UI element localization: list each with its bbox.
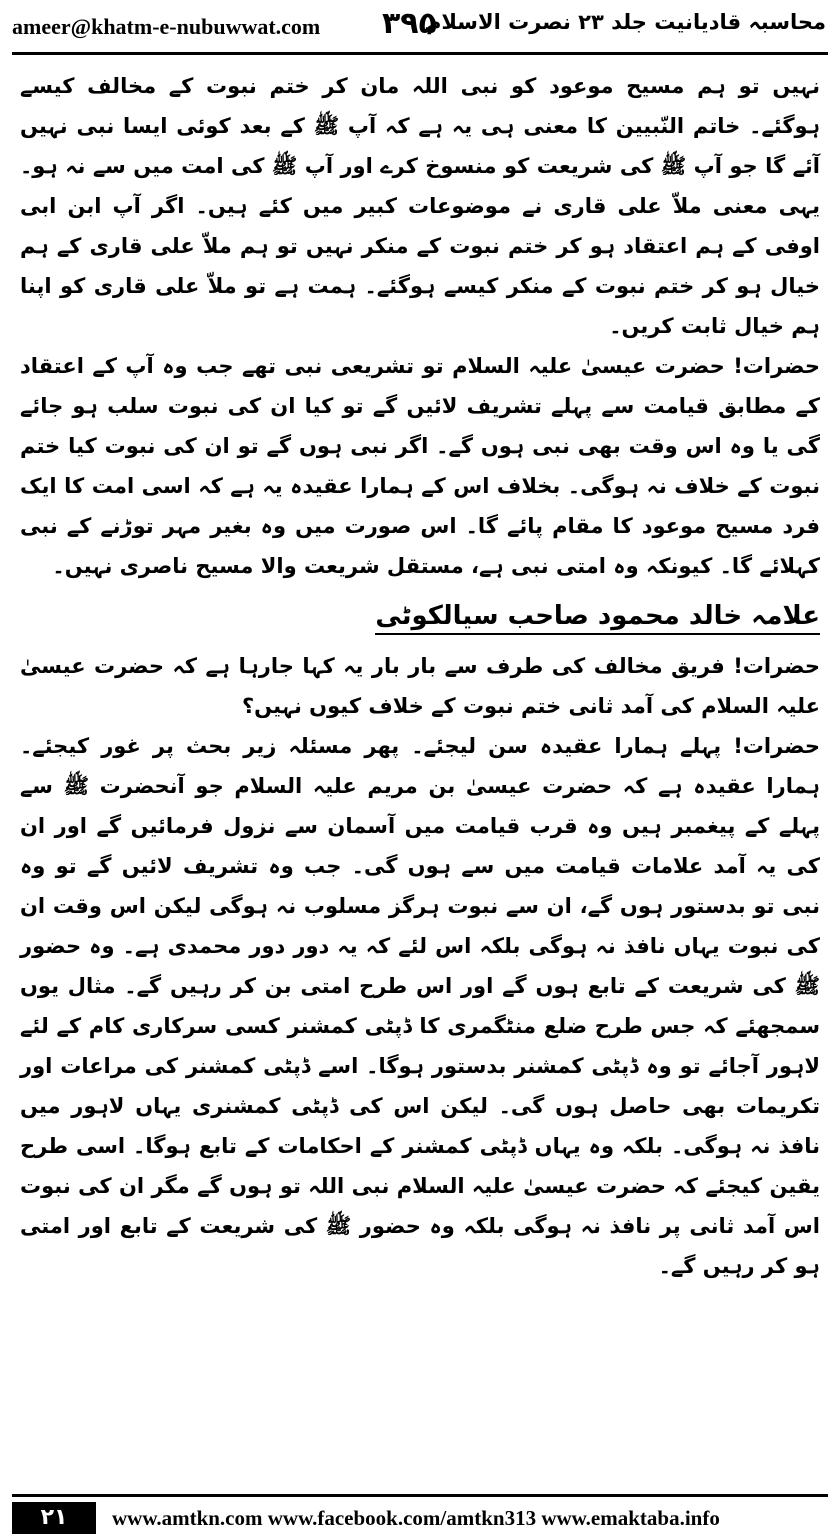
section-heading bbox=[20, 592, 820, 640]
paragraph: حضرات! فریق مخالف کی طرف سے بار بار یہ کہا جارہا ہے کہ حضرت عیسیٰ علیہ السلام کی آمد ثانی ختم نبوت کے خلاف کیوں نہیں؟ bbox=[20, 654, 820, 718]
footer-page-number: ۲۱ bbox=[12, 1502, 96, 1534]
footer-divider bbox=[12, 1494, 828, 1497]
page-footer bbox=[0, 1494, 840, 1540]
header-email[interactable]: ameer@khatm-e-nubuwwat.com bbox=[12, 14, 321, 39]
paragraph: حضرات! پہلے ہمارا عقیدہ سن لیجئے۔ پھر مسئلہ زیر بحث پر غور کیجئے۔ ہمارا عقیدہ ہے کہ حضرت عیسیٰ بن مریم علیہ السلام جو آنحضرت ﷺ سے پہلے کے پیغمبر ہیں وہ قرب قیامت میں آسمان سے نزول فرمائیں گے اور ان کی یہ آمد علامات قیامت میں سے ہوں گی۔ جب وہ تشریف لائیں گے تو وہ نبی تو بدستور ہوں گے، ان سے نبوت ہرگز مسلوب نہ ہوگی لیکن اس وقت ان کی نبوت یہاں نافذ نہ ہوگی بلکہ اس لئے کہ یہ دور دور محمدی ہے۔ وہ حضور ﷺ کی شریعت کے تابع ہوں گے اور اس طرح امتی بن کر رہیں گے۔ مثال یوں سمجھئے کہ جس طرح ضلع منٹگمری کا ڈپٹی کمشنر کسی سرکاری کام کے لئے لاہور آجائے تو وہ ڈپٹی کمشنر بدستور ہوگا۔ اسے ڈپٹی کمشنر کی مراعات اور تکریمات بھی حاصل ہوں گی۔ لیکن اس کی ڈپٹی کمشنری یہاں لاہور میں نافذ نہ ہوگی۔ بلکہ وہ یہاں ڈپٹی کمشنر کے احکامات کے تابع ہوگا۔ اسی طرح یقین کیجئے کہ حضرت عیسیٰ علیہ السلام نبی اللہ تو ہوں گے مگر ان کی نبوت اس آمد ثانی پر نافذ نہ ہوگی بلکہ وہ حضور ﷺ کی شریعت کے تابع اور امتی ہو کر رہیں گے۔ bbox=[20, 734, 820, 1278]
page-header bbox=[0, 0, 840, 52]
header-divider bbox=[12, 52, 828, 55]
paragraph: نہیں تو ہم مسیح موعود کو نبی اللہ مان کر ختم نبوت کے مخالف کیسے ہوگئے۔ خاتم النّبیین کا معنی ہی یہ ہے کہ آپ ﷺ کے بعد کوئی ایسا نبی نہیں آئے گا جو آپ ﷺ کی شریعت کو منسوخ کرے اور آپ ﷺ کی امت میں سے نہ ہو۔ یہی معنی ملاّ علی قاری نے موضوعات کبیر میں کئے ہیں۔ اگر آپ ابن ابی اوفی کے ہم اعتقاد ہو کر ختم نبوت کے منکر نہیں تو ہم ملاّ علی قاری کے ہم خیال ہو کر ختم نبوت کے منکر کیسے ہوگئے۔ ہمت ہے تو ملاّ علی قاری کو اپنا ہم خیال ثابت کریں۔ bbox=[20, 74, 820, 338]
section-heading-text: علامہ خالد محمود صاحب سیالکوٹی bbox=[375, 601, 820, 635]
page-content bbox=[20, 66, 820, 1286]
footer-links[interactable]: www.amtkn.com www.facebook.com/amtkn313 www.emaktaba.info bbox=[112, 1506, 720, 1530]
header-book-title: محاسبہ قادیانیت جلد ۲۳ نصرت الاسلام bbox=[425, 10, 826, 34]
header-page-number: ۳۹۵ bbox=[382, 6, 437, 41]
paragraph: حضرات! حضرت عیسیٰ علیہ السلام تو تشریعی نبی تھے جب وہ آپ کے اعتقاد کے مطابق قیامت سے پہلے تشریف لائیں گے تو کیا ان کی نبوت سلب ہو جائے گی یا وہ اس وقت بھی نبی ہوں گے۔ اگر نبی ہوں گے تو ان کی نبوت کیا ختم نبوت کے خلاف نہ ہوگی۔ بخلاف اس کے ہمارا عقیدہ یہ ہے کہ اسی امت کا ایک فرد مسیح موعود کا مقام پائے گا۔ اس صورت میں وہ بغیر مہر توڑنے کے نبی کہلائے گا۔ کیونکہ وہ امتی نبی ہے، مستقل شریعت والا مسیح ناصری نہیں۔ bbox=[20, 354, 820, 578]
